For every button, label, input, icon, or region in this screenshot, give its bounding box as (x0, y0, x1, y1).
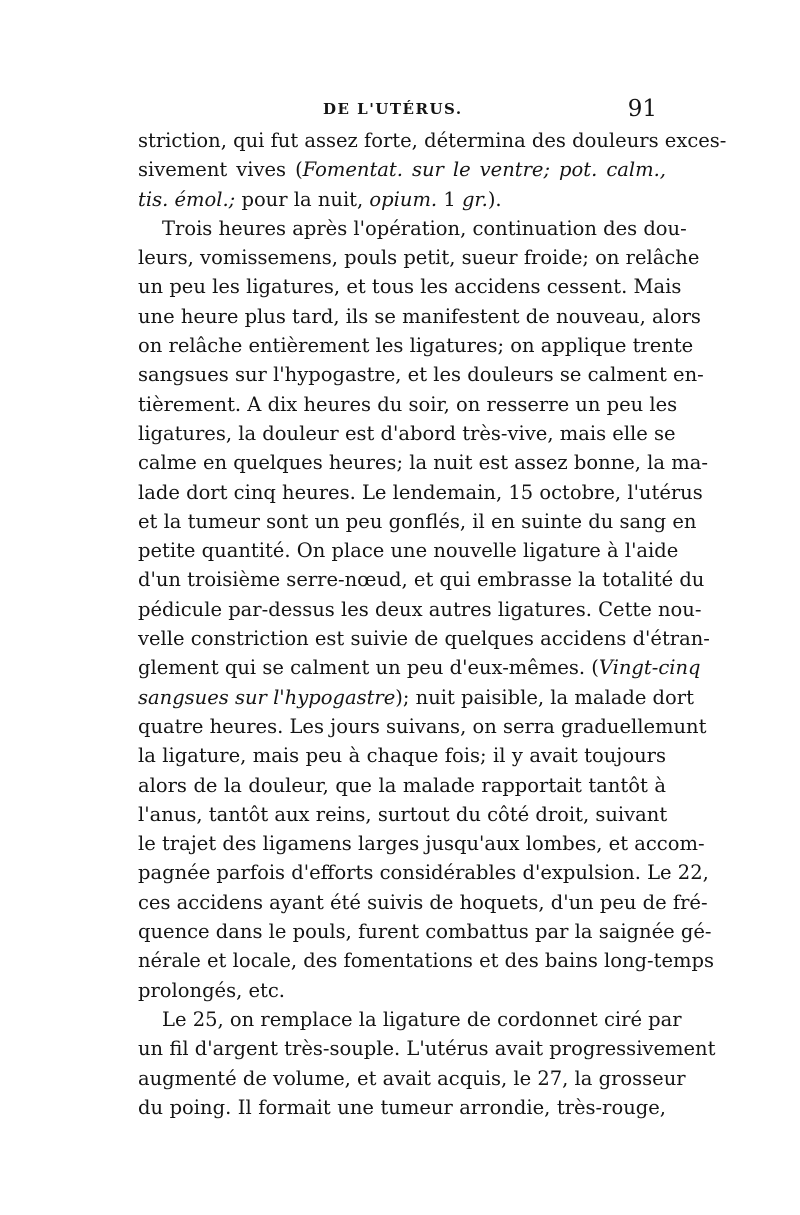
text-line (138, 390, 678, 419)
text-line (138, 419, 676, 448)
italic-text-segment: sangsues sur l'hypogastre (138, 685, 396, 709)
text-line (138, 243, 700, 272)
text-line (138, 155, 666, 184)
text-segment: ); nuit paisible, la malade dort (395, 685, 694, 709)
text-line (138, 185, 666, 214)
text-segment: alors de la douleur, que la malade rapportait tantôt à (138, 773, 666, 797)
text-line (138, 741, 666, 770)
text-segment: Trois heures après l'opération, continuation des dou- (162, 216, 687, 240)
text-segment: la ligature, mais peu à chaque fois; il y avait toujours (138, 744, 666, 768)
text-segment: prolongés, etc. (138, 978, 286, 1002)
text-line (138, 126, 727, 155)
text-line (138, 448, 708, 477)
italic-text-segment: tis. émol.; (138, 187, 236, 211)
text-segment: ligatures, la douleur est d'abord très-vive, mais elle se (138, 421, 676, 445)
italic-text-segment: gr. (461, 187, 488, 211)
text-line (138, 565, 705, 594)
text-segment: un fil d'argent très-souple. L'utérus avait progressivement (138, 1037, 716, 1061)
text-line (138, 507, 697, 536)
text-line (138, 1064, 686, 1093)
text-segment: petite quantité. On place une nouvelle ligature à l'aide (138, 539, 679, 563)
text-line (138, 653, 701, 682)
text-segment: leurs, vomissemens, pouls petit, sueur froide; on relâche (138, 246, 700, 270)
text-segment: augmenté de volume, et avait acquis, le 27, la grosseur (138, 1066, 686, 1090)
text-line (138, 946, 714, 975)
text-line (138, 302, 701, 331)
text-segment: nérale et locale, des fomentations et des bains long-temps (138, 949, 714, 973)
text-line (138, 976, 666, 1005)
text-line (138, 214, 687, 243)
text-segment: striction, qui fut assez forte, détermina des douleurs exces- (138, 129, 727, 152)
text-line (138, 800, 666, 829)
text-segment: du poing. Il formait une tumeur arrondie, très-rouge, (138, 1095, 666, 1119)
text-segment: ces accidens ayant été suivis de hoquets, d'un peu de fré- (138, 890, 708, 914)
text-segment: sangsues sur l'hypogastre, et les douleurs se calment en- (138, 363, 704, 387)
text-segment: pour la nuit, (235, 187, 370, 211)
text-line (138, 595, 702, 624)
text-segment: Le 25, on remplace la ligature de cordonnet ciré par (162, 1007, 682, 1031)
text-line (138, 331, 694, 360)
text-segment: calme en quelques heures; la nuit est assez bonne, la ma- (138, 451, 708, 475)
text-segment: quatre heures. Les jours suivans, on serra graduellemunt (138, 714, 707, 738)
text-segment: on relâche entièrement les ligatures; on applique trente (138, 334, 694, 358)
text-segment: d'un troisième serre-nœud, et qui embrasse la totalité du (138, 568, 705, 592)
running-head (145, 96, 657, 124)
text-segment: pagnée parfois d'efforts considérables d'expulsion. Le 22, (138, 861, 709, 885)
text-line (138, 536, 679, 565)
text-segment: 1 (437, 187, 462, 211)
text-line (138, 1034, 716, 1063)
text-line (138, 1093, 666, 1122)
text-segment: un peu les ligatures, et tous les accidens cessent. Mais (138, 275, 682, 299)
text-segment: ). (487, 187, 502, 211)
text-line (138, 478, 703, 507)
italic-text-segment: Fomentat. sur le ventre; pot. calm., (302, 158, 666, 182)
text-line (138, 858, 709, 887)
body-text (138, 126, 727, 1122)
running-title: DE L'UTÉRUS. (323, 100, 463, 118)
text-segment: tièrement. A dix heures du soir, on resserre un peu les (138, 392, 678, 416)
italic-text-segment: Vingt-cinq (598, 656, 701, 680)
text-line (138, 272, 682, 301)
text-segment: sivement vives ( (138, 158, 303, 182)
text-segment: pédicule par-dessus les deux autres ligatures. Cette nou- (138, 597, 702, 621)
italic-text-segment: opium. (369, 187, 438, 211)
text-line (138, 712, 707, 741)
text-segment: et la tumeur sont un peu gonflés, il en suinte du sang en (138, 509, 697, 533)
text-line (138, 771, 666, 800)
text-segment: velle constriction est suivie de quelques accidens d'étran- (138, 627, 710, 651)
text-segment: le trajet des ligamens larges jusqu'aux lombes, et accom- (138, 832, 705, 856)
text-line (138, 917, 712, 946)
text-segment: glement qui se calment un peu d'eux-mêmes. ( (138, 656, 599, 680)
text-segment: l'anus, tantôt aux reins, surtout du côté droit, suivant (138, 802, 668, 826)
text-line (138, 624, 710, 653)
text-line (138, 829, 705, 858)
text-line (138, 360, 704, 389)
text-segment: lade dort cinq heures. Le lendemain, 15 octobre, l'utérus (138, 480, 703, 504)
text-line (138, 888, 708, 917)
text-segment: une heure plus tard, ils se manifestent de nouveau, alors (138, 304, 701, 328)
page-number: 91 (627, 96, 657, 122)
text-segment: quence dans le pouls, furent combattus par la saignée gé- (138, 920, 712, 944)
text-line (138, 683, 694, 712)
text-line (138, 1005, 682, 1034)
